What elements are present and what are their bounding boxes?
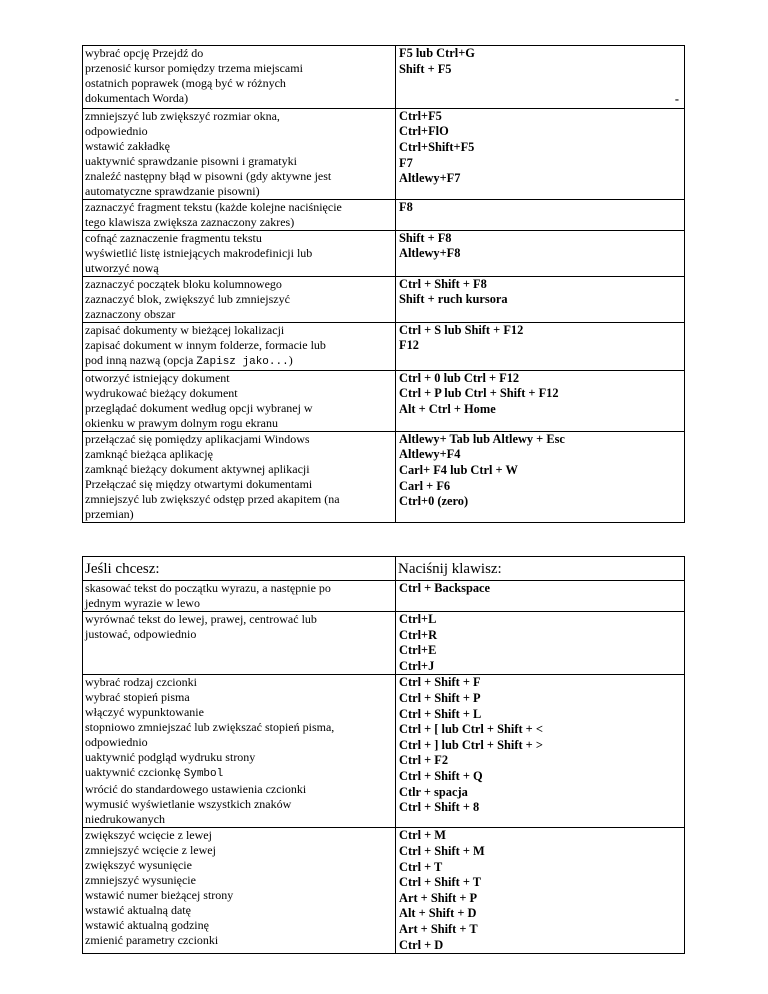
description-cell: zmniejszyć lub zwiększyć rozmiar okna, odpowiednio wstawić zakładkę uaktywnić sprawdzanie pisowni i gramatyki znaleźć następny błąd w pisowni (gdy aktywne jest automatyczne sprawdzanie pisowni) xyxy=(83,108,396,199)
description-cell: cofnąć zaznaczenie fragmentu tekstu wyświetlić listę istniejących makrodefinicji lub utworzyć nową xyxy=(83,230,396,276)
table-row xyxy=(83,46,685,109)
table-row xyxy=(83,108,685,199)
shortcut-cell: Ctrl + Shift + F8 Shift + ruch kursora xyxy=(396,276,685,322)
table-row xyxy=(83,322,685,370)
table-row xyxy=(83,370,685,431)
description-cell: wybrać rodzaj czcionki wybrać stopień pisma włączyć wypunktowanie stopniowo zmniejszać lub zwiększać stopień pisma, odpowiednio uaktywnić podgląd wydruku strony uaktywnić czcionkę Symbol wrócić do standardowego ustawienia czcionki wymusić wyświetlanie wszystkich znaków niedrukowanych xyxy=(83,675,396,828)
description-cell: zapisać dokumenty w bieżącej lokalizacji zapisać dokument w innym folderze, formacie lub pod inną nazwą (opcja Zapisz jako...) xyxy=(83,322,396,370)
shortcut-cell: F5 lub Ctrl+G Shift + F5 - xyxy=(396,46,685,109)
shortcut-cell: Ctrl+F5 Ctrl+FlO Ctrl+Shift+F5 F7 Altlewy+F7 xyxy=(396,108,685,199)
description-cell: skasować tekst do początku wyrazu, a następnie po jednym wyrazie w lewo xyxy=(83,581,396,612)
description-cell: zwiększyć wcięcie z lewej zmniejszyć wcięcie z lewej zwiększyć wysunięcie zmniejszyć wysunięcie wstawić numer bieżącej strony wstawić aktualną datę wstawić aktualną godzinę zmienić parametry czcionki xyxy=(83,828,396,954)
table-row xyxy=(83,828,685,954)
table-row xyxy=(83,675,685,828)
table-row xyxy=(83,230,685,276)
table-row xyxy=(83,581,685,612)
shortcuts-table-1 xyxy=(82,45,685,523)
shortcut-cell: Ctrl + Shift + F Ctrl + Shift + P Ctrl + Shift + L Ctrl + [ lub Ctrl + Shift + < Ctrl + ] lub Ctrl + Shift + > Ctrl + F2 Ctrl + Shift + Q Ctlr + spacja Ctrl + Shift + 8 xyxy=(396,675,685,828)
column-header-key: Naciśnij klawisz: xyxy=(396,557,685,581)
description-cell: otworzyć istniejący dokument wydrukować bieżący dokument przeglądać dokument według opcji wybranej w okienku w prawym dolnym rogu ekranu xyxy=(83,370,396,431)
description-cell: wybrać opcję Przejdź do przenosić kursor pomiędzy trzema miejscami ostatnich poprawek (mogą być w różnych dokumentach Worda) xyxy=(83,46,396,109)
description-cell: wyrównać tekst do lewej, prawej, centrować lub justować, odpowiednio xyxy=(83,612,396,675)
table-row xyxy=(83,612,685,675)
shortcut-cell: F8 xyxy=(396,199,685,230)
table-row xyxy=(83,431,685,522)
shortcut-cell: Ctrl+L Ctrl+R Ctrl+E Ctrl+J xyxy=(396,612,685,675)
shortcut-cell: Ctrl + M Ctrl + Shift + M Ctrl + T Ctrl + Shift + T Art + Shift + P Alt + Shift + D Art + Shift + T Ctrl + D xyxy=(396,828,685,954)
shortcut-cell: Altlewy+ Tab lub Altlewy + Esc Altlewy+F4 Carl+ F4 lub Ctrl + W Carl + F6 Ctrl+0 (zero) xyxy=(396,431,685,522)
shortcuts-table-2 xyxy=(82,556,685,954)
shortcut-cell: Ctrl + Backspace xyxy=(396,581,685,612)
table-row xyxy=(83,199,685,230)
table-header-row xyxy=(83,557,685,581)
table-row xyxy=(83,276,685,322)
shortcut-cell: Shift + F8 Altlewy+F8 xyxy=(396,230,685,276)
shortcut-cell: Ctrl + S lub Shift + F12 F12 xyxy=(396,322,685,370)
column-header-action: Jeśli chcesz: xyxy=(83,557,396,581)
description-cell: zaznaczyć fragment tekstu (każde kolejne naciśnięcie tego klawisza zwiększa zaznaczony zakres) xyxy=(83,199,396,230)
description-cell: przełączać się pomiędzy aplikacjami Windows zamknąć bieżąca aplikację zamknąć bieżący dokument aktywnej aplikacji Przełączać się między otwartymi dokumentami zmniejszyć lub zwiększyć odstęp przed akapitem (na przemian) xyxy=(83,431,396,522)
description-cell: zaznaczyć początek bloku kolumnowego zaznaczyć blok, zwiększyć lub zmniejszyć zaznaczony obszar xyxy=(83,276,396,322)
shortcut-cell: Ctrl + 0 lub Ctrl + F12 Ctrl + P lub Ctrl + Shift + F12 Alt + Ctrl + Home xyxy=(396,370,685,431)
